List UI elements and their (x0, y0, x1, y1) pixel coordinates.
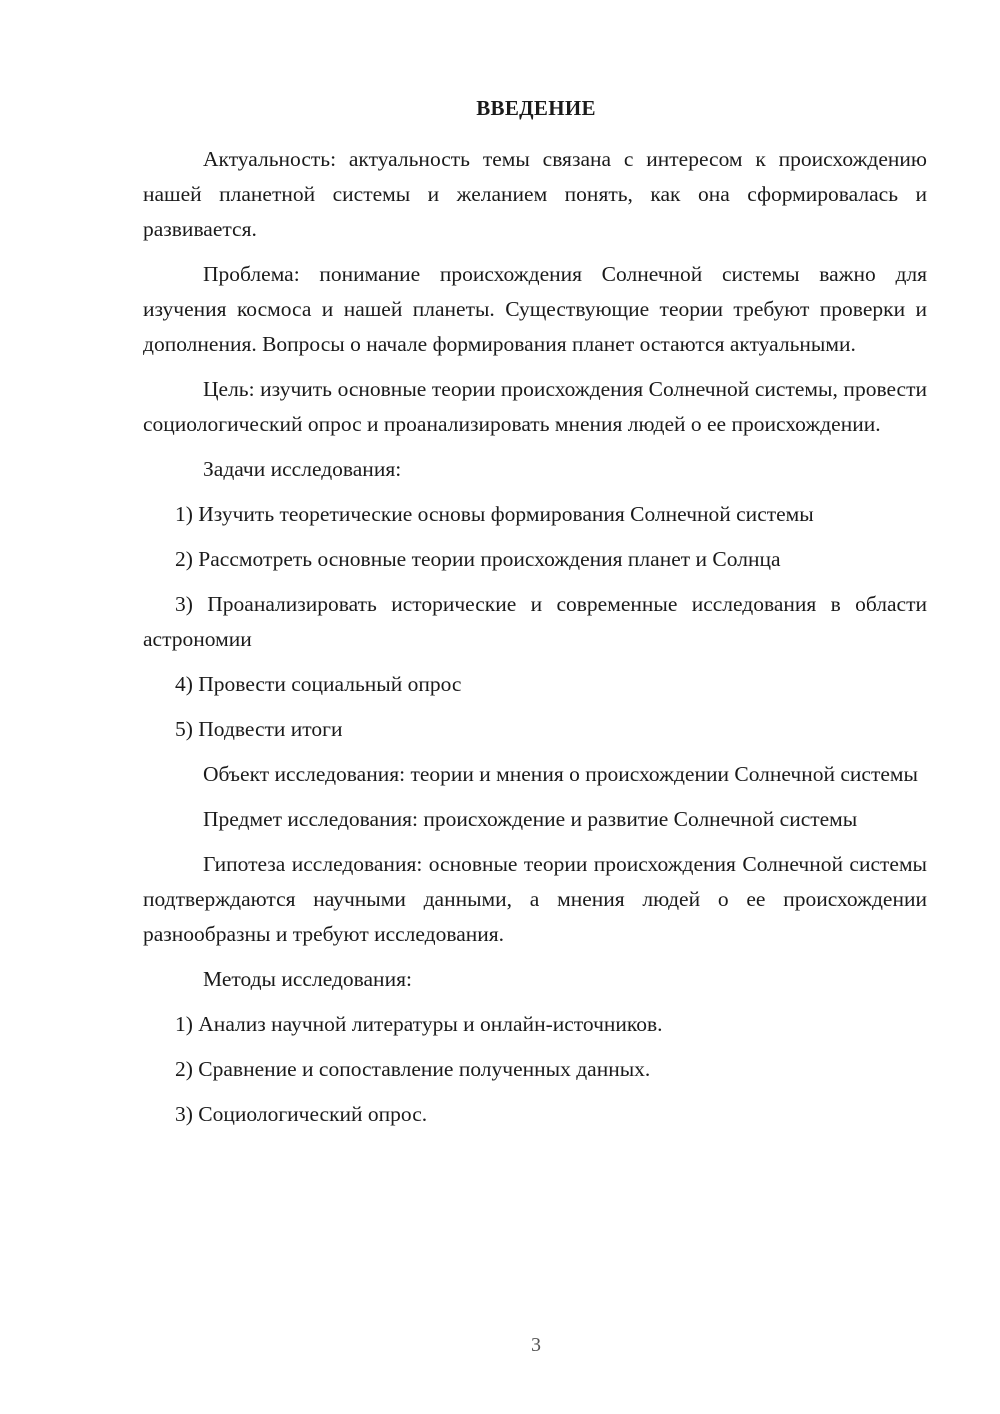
method-item: 1) Анализ научной литературы и онлайн-источников. (175, 1012, 663, 1036)
tasks-heading: Задачи исследования: (203, 457, 402, 481)
method-item: 2) Сравнение и сопоставление полученных данных. (175, 1057, 651, 1081)
task-item: 1) Изучить теоретические основы формирования Солнечной системы (175, 502, 814, 526)
section-title: ВВЕДЕНИЕ (476, 96, 596, 120)
goal-paragraph: Цель: изучить основные теории происхождения Солнечной системы, провести социологический опрос и проанализировать мнения людей о ее происхождении. (143, 377, 927, 436)
task-item: 5) Подвести итоги (175, 717, 343, 741)
relevance-paragraph: Актуальность: актуальность темы связана с интересом к происхождению нашей планетной системы и желанием понять, как она сформировалась и развивается. (143, 147, 927, 241)
task-item: 3) Проанализировать исторические и современные исследования в области астрономии (143, 592, 927, 651)
page-number: 3 (531, 1334, 541, 1356)
task-item: 2) Рассмотреть основные теории происхождения планет и Солнца (175, 547, 781, 571)
hypothesis-paragraph: Гипотеза исследования: основные теории происхождения Солнечной системы подтверждаются научными данными, а мнения людей о ее происхождении разнообразны и требуют исследования. (143, 852, 927, 946)
task-item: 4) Провести социальный опрос (175, 672, 462, 696)
methods-heading: Методы исследования: (203, 967, 412, 991)
method-item: 3) Социологический опрос. (175, 1102, 428, 1126)
section-body (143, 142, 927, 1142)
subject-paragraph: Предмет исследования: происхождение и развитие Солнечной системы (203, 807, 858, 831)
object-paragraph: Объект исследования: теории и мнения о происхождении Солнечной системы (203, 762, 918, 786)
problem-paragraph: Проблема: понимание происхождения Солнечной системы важно для изучения космоса и нашей планеты. Существующие теории требуют проверки и дополнения. Вопросы о начале формирования планет остаются актуальными. (143, 262, 927, 356)
